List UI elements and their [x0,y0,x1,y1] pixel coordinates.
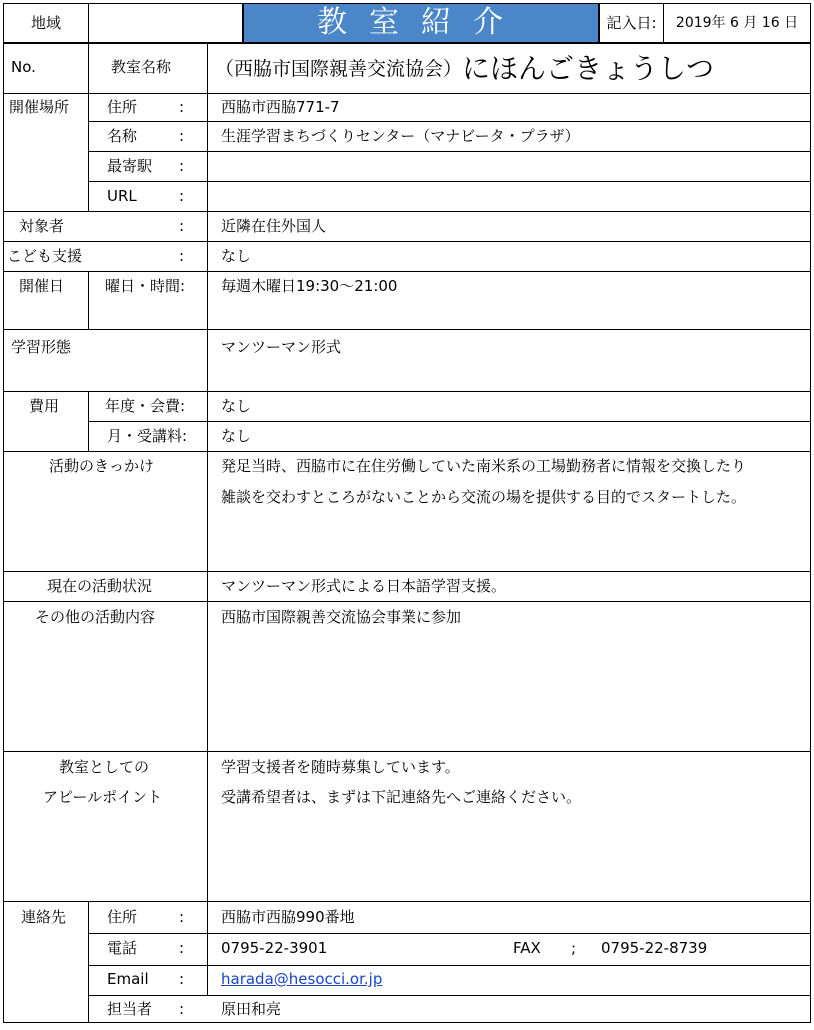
appeal-line-2: 受講希望者は、まずは下記連絡先へご連絡ください。 [221,788,582,806]
schedule-value: 毎週木曜日19:30～21:00 [221,277,398,295]
venue-address-label: 住所 [107,98,138,116]
current-status-label: 現在の活動状況 [47,577,153,595]
other-activities-label: その他の活動内容 [35,608,156,626]
schedule-sub-label: 曜日・時間: [105,277,186,295]
venue-label: 開催場所 [9,98,70,116]
classroom-name-prefix: （西脇市国際親善交流協会） [215,58,463,80]
email-link[interactable]: harada@hesocci.or.jp [221,970,383,988]
target-label: 対象者 [19,217,65,235]
target-value: 近隣在住外国人 [221,217,327,235]
classroom-name-main: にほんごきょうしつ [462,52,715,85]
other-activities-value: 西脇市国際親善交流協会事業に参加 [221,608,462,626]
classroom-name-label: 教室名称 [111,58,172,76]
classroom-form: 地域 教室紹介 記入日: 2019年 6 月 16 日 No. 教室名称 （西脇市国際親善交流協会） にほんごきょうしつ 開催場所 住所 : 西脇市西脇771-7 名称 : 生涯学習まちづくりセンター（マナビータ・プラザ） 最寄駅 : URL : 対象者 : 近隣在住外国人 こども支援 : なし 開催日 曜日・時間: 毎週木曜日19:30～21:00 学習形態 マンツーマン形式 費用 年度・会費: なし 月・受講料: なし 活動のきっかけ 発足当時、西脇市に在住労働していた南米系の工場勤務者に情報を交換したり 雑談を交わすところがないことから交流の場を提供する目的でスタートした。 現在の活動状況 マンツーマン形式による日本語学習支援。 その他の活動内容 西脇市国際親善交流協会事業に参加 教室としての アピールポイント 学習支援者を随時募集しています。 受講希望者は、まずは下記連絡先へご連絡ください。 連絡先 住所 : 西脇市西脇990番地 電話 : 0795-22-3901 FAX ; 0795-22-8739 Email : harada@hesocci.or.jp 担当者 : 原田和亮 [3,3,811,1023]
appeal-line-1: 学習支援者を随時募集しています。 [221,758,460,776]
station-label: 最寄駅 [107,157,153,175]
fax-label: FAX [513,939,541,957]
region-label: 地域 [3,3,89,43]
schedule-label: 開催日 [19,277,65,295]
origin-label: 活動のきっかけ [49,457,155,475]
venue-name-value: 生涯学習まちづくりセンター（マナビータ・プラザ） [221,127,580,145]
monthly-fee-label: 月・受講料: [107,427,188,445]
origin-line-2: 雑談を交わすところがないことから交流の場を提供する目的でスタートした。 [221,488,747,506]
annual-fee-value: なし [221,397,252,415]
contact-address-label: 住所 [107,908,138,926]
appeal-label-2: アピールポイント [43,788,163,806]
appeal-label-1: 教室としての [59,758,150,776]
classroom-name [215,49,714,89]
contact-address-value: 西脇市西脇990番地 [221,908,355,926]
phone-label: 電話 [107,939,138,957]
region-value [88,3,243,43]
fax-separator: ; [571,939,577,957]
phone-value: 0795-22-3901 [221,939,328,957]
person-label: 担当者 [107,1000,153,1018]
url-label: URL [107,187,137,205]
fees-label: 費用 [29,397,60,415]
child-support-value: なし [221,247,252,265]
learning-style-label: 学習形態 [11,338,72,356]
current-status-value: マンツーマン形式による日本語学習支援。 [221,577,507,595]
origin-line-1: 発足当時、西脇市に在住労働していた南米系の工場勤務者に情報を交換したり [221,457,747,475]
email-label: Email [107,970,149,988]
date-value: 2019年 6 月 16 日 [663,3,811,43]
venue-address-value: 西脇市西脇771-7 [221,98,340,116]
no-label: No. [11,58,36,76]
contact-label: 連絡先 [21,908,67,926]
fax-value: 0795-22-8739 [601,939,708,957]
date-label: 記入日: [599,3,664,43]
person-value: 原田和亮 [221,1000,282,1018]
learning-style-value: マンツーマン形式 [221,338,342,356]
annual-fee-label: 年度・会費: [105,397,186,415]
page-title: 教室紹介 [243,3,599,43]
monthly-fee-value: なし [221,427,252,445]
child-support-label: こども支援 [7,247,83,265]
venue-name-label: 名称 [107,127,138,145]
